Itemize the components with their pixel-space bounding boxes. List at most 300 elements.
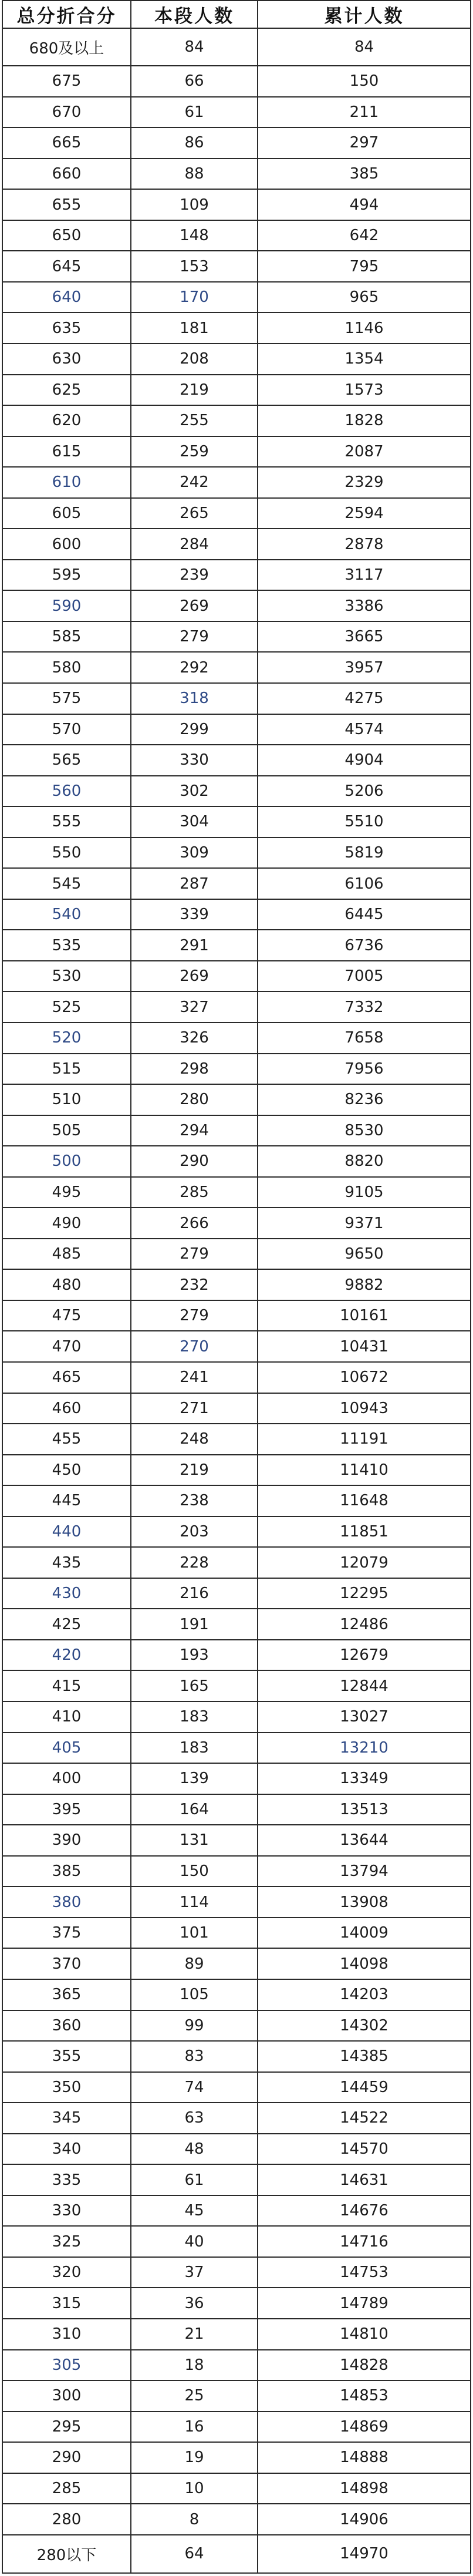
segment-count-cell: 181	[131, 312, 258, 344]
cumulative-count-cell: 13210	[258, 1733, 471, 1764]
score-cell: 370	[2, 1948, 131, 1979]
score-cell: 315	[2, 2288, 131, 2319]
cumulative-count-cell: 5206	[258, 776, 471, 807]
table-row	[2, 1054, 471, 1085]
table-row	[2, 2412, 471, 2443]
cumulative-count-cell: 14869	[258, 2412, 471, 2443]
score-cell: 670	[2, 97, 131, 128]
segment-count-cell: 302	[131, 776, 258, 807]
table-row	[2, 590, 471, 621]
score-cell: 680及以上	[2, 28, 131, 66]
cumulative-count-cell: 1146	[258, 312, 471, 344]
segment-count-cell: 40	[131, 2226, 258, 2257]
segment-count-cell: 8	[131, 2504, 258, 2535]
score-cell: 280以下	[2, 2535, 131, 2573]
segment-count-cell: 228	[131, 1547, 258, 1578]
table-row	[2, 189, 471, 220]
score-cell: 510	[2, 1084, 131, 1115]
cumulative-count-cell: 9650	[258, 1239, 471, 1270]
cumulative-count-cell: 7956	[258, 1054, 471, 1085]
score-cell: 575	[2, 683, 131, 714]
score-cell: 560	[2, 776, 131, 807]
cumulative-count-cell: 3665	[258, 621, 471, 653]
segment-count-cell: 164	[131, 1794, 258, 1825]
score-cell: 285	[2, 2473, 131, 2504]
cumulative-count-cell: 11648	[258, 1485, 471, 1516]
cumulative-count-cell: 14385	[258, 2041, 471, 2072]
segment-count-cell: 165	[131, 1670, 258, 1701]
table-row	[2, 2195, 471, 2227]
segment-count-cell: 83	[131, 2041, 258, 2072]
score-cell: 320	[2, 2257, 131, 2288]
score-cell: 300	[2, 2380, 131, 2412]
score-cell: 290	[2, 2442, 131, 2473]
cumulative-count-cell: 795	[258, 251, 471, 282]
score-cell: 425	[2, 1609, 131, 1640]
score-cell: 405	[2, 1733, 131, 1764]
cumulative-count-cell: 10431	[258, 1331, 471, 1362]
table-row	[2, 1886, 471, 1918]
cumulative-count-cell: 14676	[258, 2195, 471, 2227]
segment-count-cell: 318	[131, 683, 258, 714]
table-row	[2, 1794, 471, 1825]
segment-count-cell: 10	[131, 2473, 258, 2504]
table-row	[2, 2535, 471, 2573]
score-cell: 675	[2, 66, 131, 97]
table-row	[2, 220, 471, 251]
segment-count-cell: 61	[131, 97, 258, 128]
cumulative-count-cell: 14716	[258, 2226, 471, 2257]
table-body	[2, 28, 471, 2573]
cumulative-count-cell: 14302	[258, 2010, 471, 2042]
cumulative-count-cell: 2878	[258, 529, 471, 560]
cumulative-count-cell: 8530	[258, 1115, 471, 1146]
table-row	[2, 2164, 471, 2195]
score-cell: 410	[2, 1701, 131, 1733]
segment-count-cell: 193	[131, 1640, 258, 1671]
table-row	[2, 344, 471, 375]
score-cell: 580	[2, 652, 131, 683]
cumulative-count-cell: 13794	[258, 1856, 471, 1887]
cumulative-count-cell: 14631	[258, 2164, 471, 2195]
segment-count-cell: 279	[131, 1239, 258, 1270]
score-cell: 420	[2, 1640, 131, 1671]
score-cell: 445	[2, 1485, 131, 1516]
table-row	[2, 1146, 471, 1177]
table-row	[2, 961, 471, 992]
cumulative-count-cell: 14810	[258, 2319, 471, 2350]
score-cell: 395	[2, 1794, 131, 1825]
segment-count-cell: 64	[131, 2535, 258, 2573]
score-cell: 495	[2, 1177, 131, 1208]
segment-count-cell: 232	[131, 1269, 258, 1300]
table-row	[2, 28, 471, 66]
cumulative-count-cell: 14009	[258, 1918, 471, 1949]
score-cell: 590	[2, 590, 131, 621]
segment-count-cell: 290	[131, 1146, 258, 1177]
table-row	[2, 1670, 471, 1701]
segment-count-cell: 101	[131, 1918, 258, 1949]
score-cell: 540	[2, 899, 131, 930]
segment-count-cell: 239	[131, 560, 258, 591]
cumulative-count-cell: 14203	[258, 1979, 471, 2010]
score-cell: 360	[2, 2010, 131, 2042]
cumulative-count-cell: 6736	[258, 930, 471, 961]
score-cell: 515	[2, 1054, 131, 1085]
segment-count-cell: 241	[131, 1362, 258, 1393]
table-row	[2, 1763, 471, 1794]
score-cell: 520	[2, 1023, 131, 1054]
score-cell: 545	[2, 868, 131, 899]
score-distribution-table	[2, 0, 471, 2574]
cumulative-count-cell: 5819	[258, 838, 471, 869]
score-cell: 305	[2, 2350, 131, 2381]
segment-count-cell: 84	[131, 28, 258, 66]
segment-count-cell: 280	[131, 1084, 258, 1115]
segment-count-cell: 294	[131, 1115, 258, 1146]
segment-count-cell: 291	[131, 930, 258, 961]
header-segment-count: 本段人数	[131, 1, 258, 28]
segment-count-cell: 16	[131, 2412, 258, 2443]
cumulative-count-cell: 642	[258, 220, 471, 251]
table-row	[2, 1516, 471, 1548]
table-row	[2, 2473, 471, 2504]
score-cell: 355	[2, 2041, 131, 2072]
cumulative-count-cell: 12486	[258, 1609, 471, 1640]
segment-count-cell: 89	[131, 1948, 258, 1979]
score-cell: 465	[2, 1362, 131, 1393]
table-row	[2, 560, 471, 591]
table-row	[2, 2504, 471, 2535]
cumulative-count-cell: 14970	[258, 2535, 471, 2573]
segment-count-cell: 109	[131, 189, 258, 220]
cumulative-count-cell: 10672	[258, 1362, 471, 1393]
table-row	[2, 467, 471, 498]
segment-count-cell: 309	[131, 838, 258, 869]
score-cell: 470	[2, 1331, 131, 1362]
cumulative-count-cell: 5510	[258, 806, 471, 838]
segment-count-cell: 248	[131, 1424, 258, 1455]
table-row	[2, 1455, 471, 1486]
score-cell: 455	[2, 1424, 131, 1455]
segment-count-cell: 183	[131, 1733, 258, 1764]
cumulative-count-cell: 2329	[258, 467, 471, 498]
table-row	[2, 1362, 471, 1393]
segment-count-cell: 66	[131, 66, 258, 97]
segment-count-cell: 287	[131, 868, 258, 899]
cumulative-count-cell: 9882	[258, 1269, 471, 1300]
table-row	[2, 1979, 471, 2010]
table-row	[2, 2380, 471, 2412]
segment-count-cell: 131	[131, 1825, 258, 1856]
segment-count-cell: 88	[131, 159, 258, 190]
cumulative-count-cell: 385	[258, 159, 471, 190]
cumulative-count-cell: 13644	[258, 1825, 471, 1856]
cumulative-count-cell: 14753	[258, 2257, 471, 2288]
segment-count-cell: 269	[131, 590, 258, 621]
segment-count-cell: 208	[131, 344, 258, 375]
score-cell: 645	[2, 251, 131, 282]
cumulative-count-cell: 1573	[258, 375, 471, 406]
segment-count-cell: 271	[131, 1393, 258, 1424]
table-row	[2, 405, 471, 436]
cumulative-count-cell: 3117	[258, 560, 471, 591]
table-row	[2, 2134, 471, 2165]
segment-count-cell: 21	[131, 2319, 258, 2350]
table-row	[2, 2010, 471, 2042]
segment-count-cell: 170	[131, 282, 258, 313]
table-row	[2, 2072, 471, 2103]
cumulative-count-cell: 1828	[258, 405, 471, 436]
segment-count-cell: 304	[131, 806, 258, 838]
score-cell: 570	[2, 714, 131, 745]
table-row	[2, 1856, 471, 1887]
score-cell: 530	[2, 961, 131, 992]
score-cell: 310	[2, 2319, 131, 2350]
score-cell: 400	[2, 1763, 131, 1794]
score-cell: 375	[2, 1918, 131, 1949]
score-cell: 500	[2, 1146, 131, 1177]
cumulative-count-cell: 14853	[258, 2380, 471, 2412]
score-cell: 440	[2, 1516, 131, 1548]
cumulative-count-cell: 9105	[258, 1177, 471, 1208]
score-cell: 550	[2, 838, 131, 869]
segment-count-cell: 238	[131, 1485, 258, 1516]
score-cell: 625	[2, 375, 131, 406]
score-cell: 325	[2, 2226, 131, 2257]
table-row	[2, 930, 471, 961]
score-cell: 620	[2, 405, 131, 436]
score-cell: 330	[2, 2195, 131, 2227]
table-row	[2, 745, 471, 776]
segment-count-cell: 326	[131, 1023, 258, 1054]
score-cell: 630	[2, 344, 131, 375]
table-row	[2, 1609, 471, 1640]
cumulative-count-cell: 12679	[258, 1640, 471, 1671]
segment-count-cell: 150	[131, 1856, 258, 1887]
segment-count-cell: 18	[131, 2350, 258, 2381]
segment-count-cell: 114	[131, 1886, 258, 1918]
table-row	[2, 991, 471, 1023]
table-row	[2, 1331, 471, 1362]
cumulative-count-cell: 211	[258, 97, 471, 128]
segment-count-cell: 153	[131, 251, 258, 282]
table-row	[2, 899, 471, 930]
score-cell: 365	[2, 1979, 131, 2010]
table-row	[2, 159, 471, 190]
segment-count-cell: 219	[131, 1455, 258, 1486]
table-row	[2, 806, 471, 838]
segment-count-cell: 330	[131, 745, 258, 776]
segment-count-cell: 183	[131, 1701, 258, 1733]
table-row	[2, 652, 471, 683]
segment-count-cell: 327	[131, 991, 258, 1023]
table-row	[2, 436, 471, 468]
score-cell: 535	[2, 930, 131, 961]
table-row	[2, 2350, 471, 2381]
table-row	[2, 2319, 471, 2350]
table-row	[2, 1948, 471, 1979]
segment-count-cell: 270	[131, 1331, 258, 1362]
score-cell: 650	[2, 220, 131, 251]
segment-count-cell: 298	[131, 1054, 258, 1085]
table-row	[2, 1023, 471, 1054]
score-cell: 335	[2, 2164, 131, 2195]
score-cell: 615	[2, 436, 131, 468]
table-row	[2, 776, 471, 807]
score-cell: 665	[2, 127, 131, 159]
cumulative-count-cell: 14906	[258, 2504, 471, 2535]
score-cell: 415	[2, 1670, 131, 1701]
table-row	[2, 312, 471, 344]
score-cell: 480	[2, 1269, 131, 1300]
cumulative-count-cell: 14828	[258, 2350, 471, 2381]
cumulative-count-cell: 84	[258, 28, 471, 66]
score-cell: 490	[2, 1208, 131, 1239]
score-cell: 640	[2, 282, 131, 313]
segment-count-cell: 37	[131, 2257, 258, 2288]
score-cell: 565	[2, 745, 131, 776]
cumulative-count-cell: 13349	[258, 1763, 471, 1794]
score-cell: 345	[2, 2103, 131, 2134]
cumulative-count-cell: 10161	[258, 1300, 471, 1331]
segment-count-cell: 242	[131, 467, 258, 498]
cumulative-count-cell: 8820	[258, 1146, 471, 1177]
table-row	[2, 66, 471, 97]
segment-count-cell: 148	[131, 220, 258, 251]
segment-count-cell: 279	[131, 1300, 258, 1331]
cumulative-count-cell: 14570	[258, 2134, 471, 2165]
table-row	[2, 1825, 471, 1856]
segment-count-cell: 74	[131, 2072, 258, 2103]
segment-count-cell: 255	[131, 405, 258, 436]
score-cell: 595	[2, 560, 131, 591]
table-row	[2, 251, 471, 282]
table-row	[2, 1424, 471, 1455]
score-cell: 385	[2, 1856, 131, 1887]
table-row	[2, 498, 471, 529]
score-cell: 655	[2, 189, 131, 220]
cumulative-count-cell: 965	[258, 282, 471, 313]
cumulative-count-cell: 7658	[258, 1023, 471, 1054]
cumulative-count-cell: 14898	[258, 2473, 471, 2504]
table-row	[2, 1084, 471, 1115]
cumulative-count-cell: 7332	[258, 991, 471, 1023]
table-row	[2, 2257, 471, 2288]
cumulative-count-cell: 4904	[258, 745, 471, 776]
segment-count-cell: 279	[131, 621, 258, 653]
segment-count-cell: 299	[131, 714, 258, 745]
table-row	[2, 1393, 471, 1424]
cumulative-count-cell: 3386	[258, 590, 471, 621]
segment-count-cell: 48	[131, 2134, 258, 2165]
cumulative-count-cell: 11410	[258, 1455, 471, 1486]
segment-count-cell: 259	[131, 436, 258, 468]
table-row	[2, 1300, 471, 1331]
header-row	[2, 1, 471, 28]
cumulative-count-cell: 3957	[258, 652, 471, 683]
segment-count-cell: 203	[131, 1516, 258, 1548]
score-cell: 610	[2, 467, 131, 498]
cumulative-count-cell: 4574	[258, 714, 471, 745]
segment-count-cell: 339	[131, 899, 258, 930]
cumulative-count-cell: 11191	[258, 1424, 471, 1455]
table-row	[2, 1115, 471, 1146]
table-row	[2, 2226, 471, 2257]
score-cell: 295	[2, 2412, 131, 2443]
cumulative-count-cell: 12844	[258, 1670, 471, 1701]
score-cell: 505	[2, 1115, 131, 1146]
table-row	[2, 97, 471, 128]
segment-count-cell: 266	[131, 1208, 258, 1239]
table-row	[2, 868, 471, 899]
cumulative-count-cell: 494	[258, 189, 471, 220]
score-cell: 585	[2, 621, 131, 653]
cumulative-count-cell: 13027	[258, 1701, 471, 1733]
cumulative-count-cell: 6445	[258, 899, 471, 930]
score-cell: 605	[2, 498, 131, 529]
segment-count-cell: 219	[131, 375, 258, 406]
cumulative-count-cell: 14459	[258, 2072, 471, 2103]
cumulative-count-cell: 12295	[258, 1578, 471, 1609]
table-row	[2, 714, 471, 745]
table-row	[2, 2288, 471, 2319]
table-row	[2, 2442, 471, 2473]
cumulative-count-cell: 4275	[258, 683, 471, 714]
table-row	[2, 2041, 471, 2072]
segment-count-cell: 285	[131, 1177, 258, 1208]
table-row	[2, 1269, 471, 1300]
score-cell: 525	[2, 991, 131, 1023]
cumulative-count-cell: 2594	[258, 498, 471, 529]
cumulative-count-cell: 14522	[258, 2103, 471, 2134]
table-row	[2, 838, 471, 869]
cumulative-count-cell: 8236	[258, 1084, 471, 1115]
segment-count-cell: 45	[131, 2195, 258, 2227]
segment-count-cell: 61	[131, 2164, 258, 2195]
table-row	[2, 1485, 471, 1516]
table-row	[2, 1239, 471, 1270]
cumulative-count-cell: 2087	[258, 436, 471, 468]
table-row	[2, 529, 471, 560]
score-cell: 340	[2, 2134, 131, 2165]
segment-count-cell: 191	[131, 1609, 258, 1640]
score-cell: 635	[2, 312, 131, 344]
cumulative-count-cell: 1354	[258, 344, 471, 375]
table-row	[2, 683, 471, 714]
cumulative-count-cell: 14888	[258, 2442, 471, 2473]
cumulative-count-cell: 7005	[258, 961, 471, 992]
segment-count-cell: 99	[131, 2010, 258, 2042]
table-row	[2, 1578, 471, 1609]
cumulative-count-cell: 14098	[258, 1948, 471, 1979]
segment-count-cell: 292	[131, 652, 258, 683]
score-cell: 600	[2, 529, 131, 560]
table-row	[2, 1177, 471, 1208]
segment-count-cell: 269	[131, 961, 258, 992]
score-cell: 350	[2, 2072, 131, 2103]
segment-count-cell: 139	[131, 1763, 258, 1794]
score-cell: 555	[2, 806, 131, 838]
table-row	[2, 1918, 471, 1949]
table-row	[2, 1733, 471, 1764]
segment-count-cell: 63	[131, 2103, 258, 2134]
segment-count-cell: 105	[131, 1979, 258, 2010]
cumulative-count-cell: 9371	[258, 1208, 471, 1239]
cumulative-count-cell: 6106	[258, 868, 471, 899]
cumulative-count-cell: 13513	[258, 1794, 471, 1825]
table-row	[2, 2103, 471, 2134]
